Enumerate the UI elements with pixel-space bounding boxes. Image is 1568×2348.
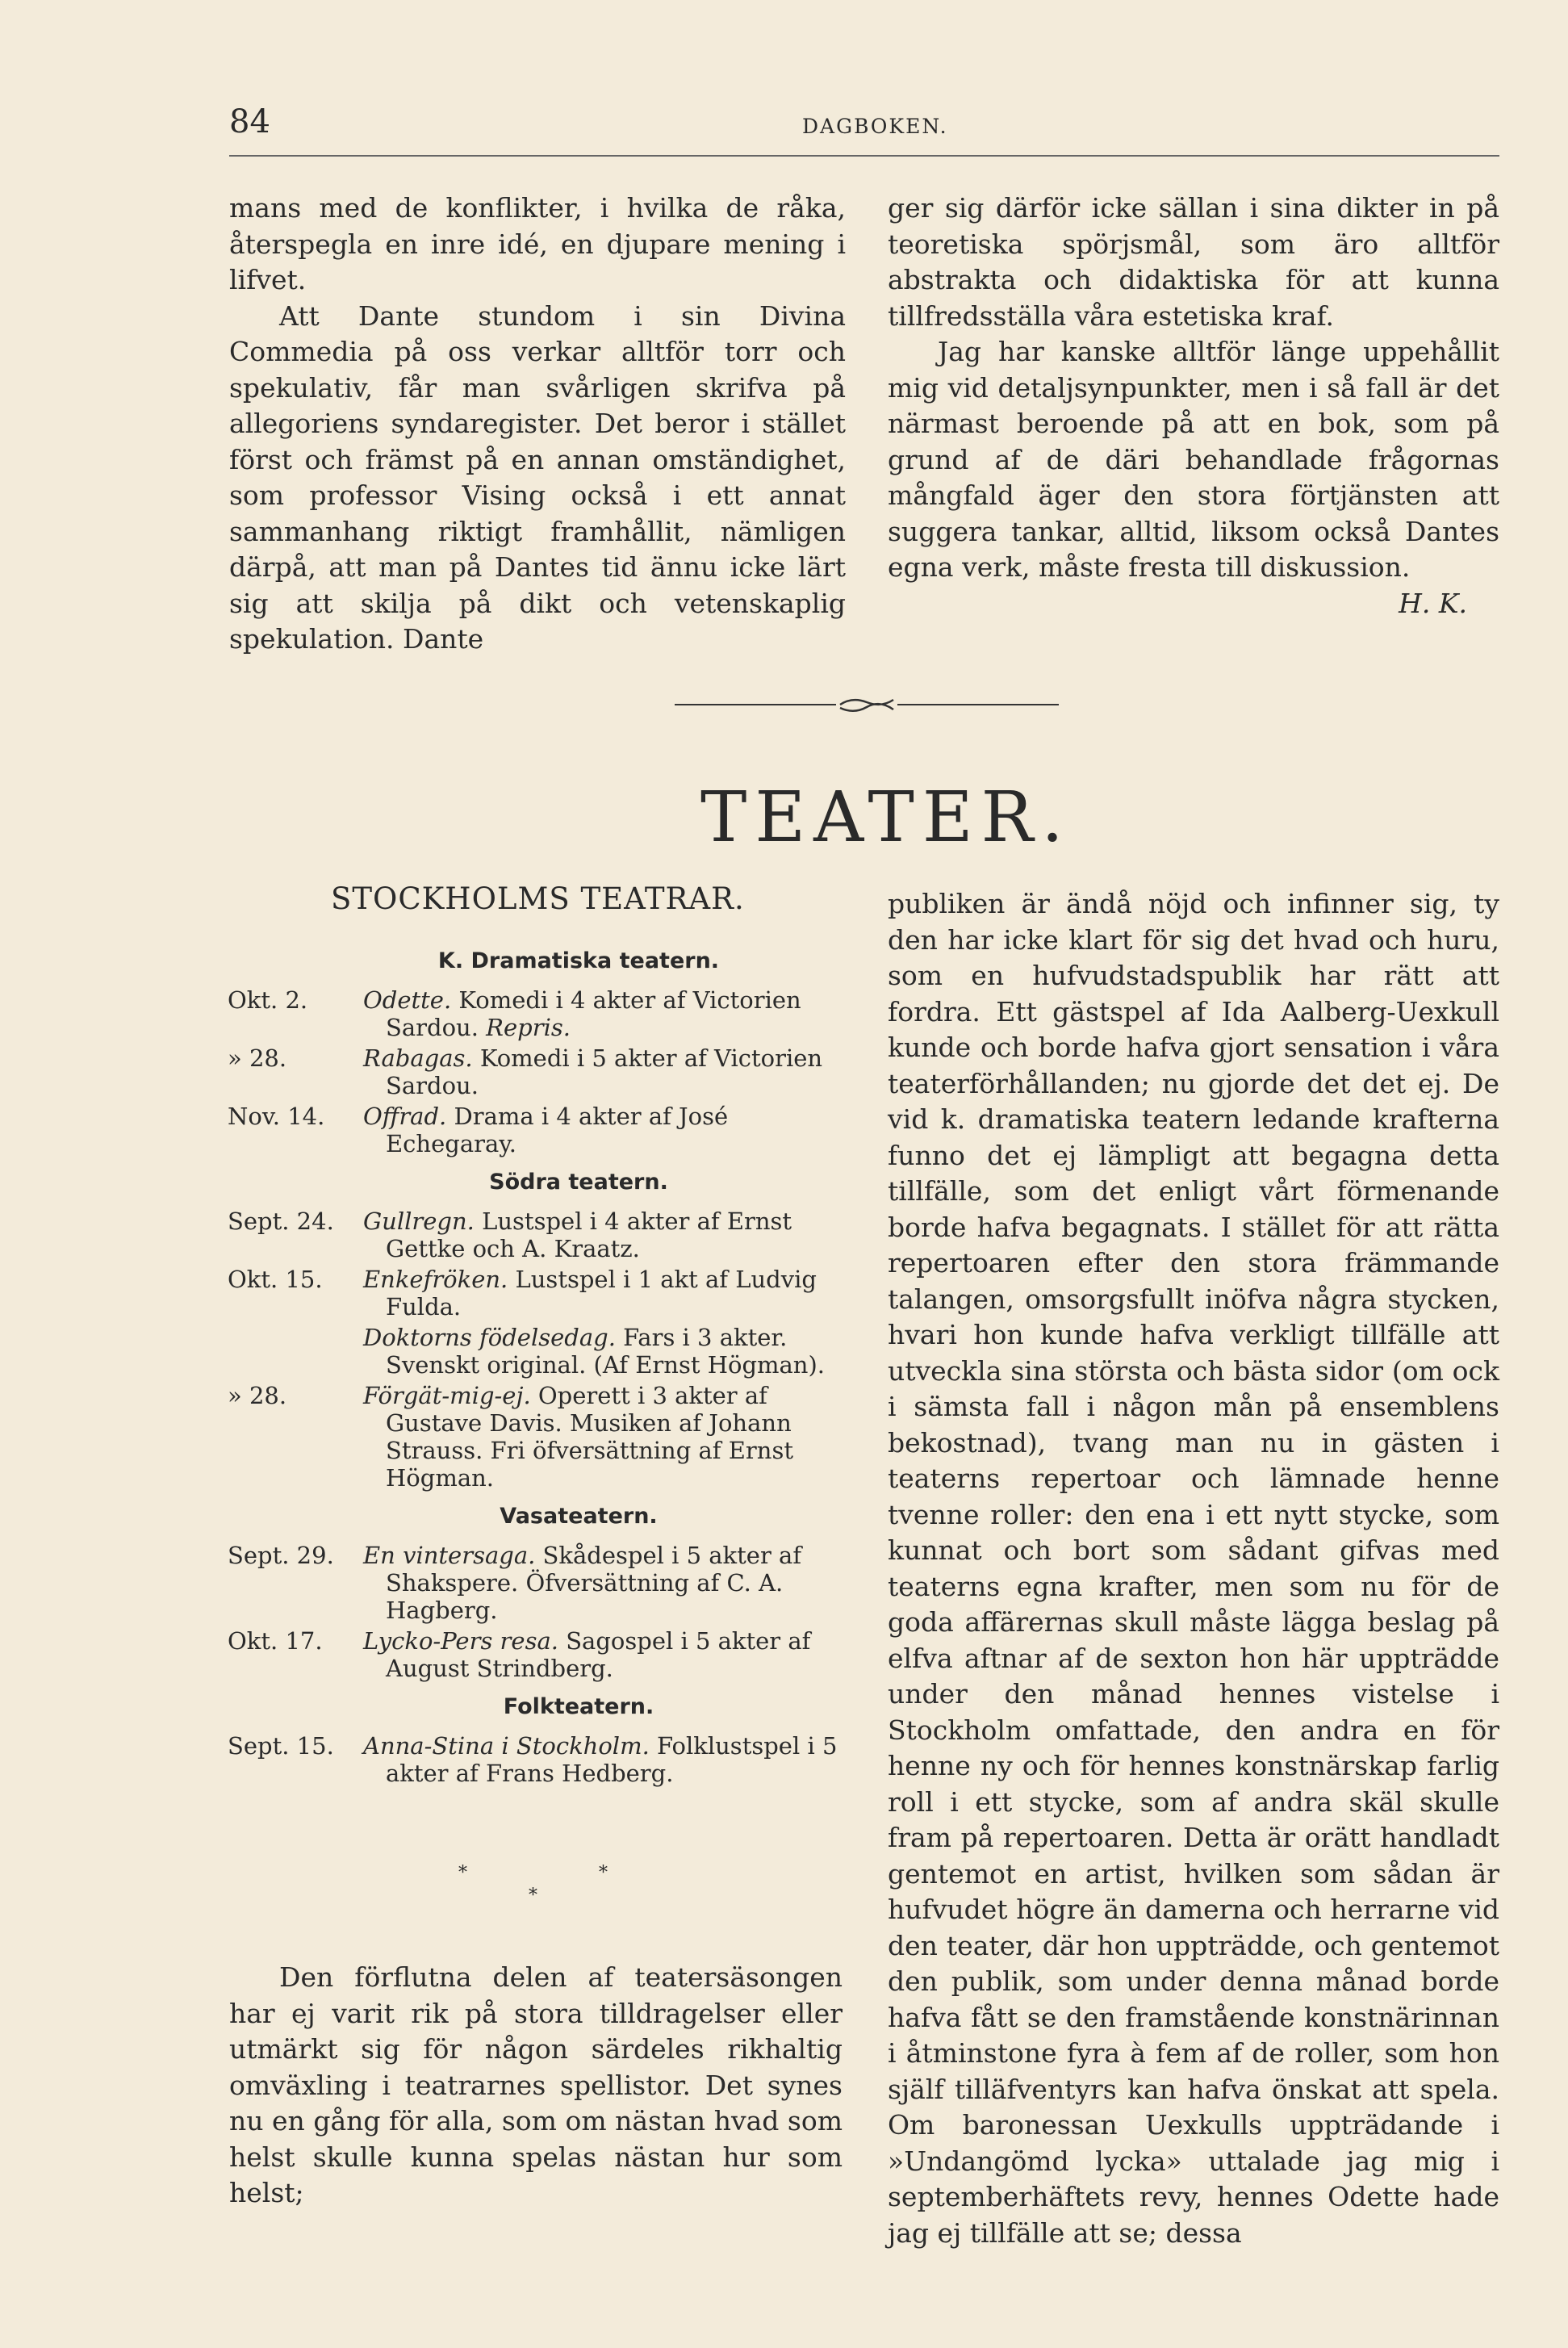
listing-entry <box>228 986 849 1041</box>
entry-date: Sept. 24. <box>228 1207 334 1235</box>
theatre-name: Södra teatern. <box>489 1170 668 1195</box>
paragraph: Den förflutna delen af teatersäsongen har ej varit rik på stora tilldragelser eller utmärkt sig för någon särdeles rikhaltig omväxling i teatrarnes spellistor. Det synes nu en gång för alla, som om nästan hvad som helst skulle kunna spelas nästan hur som helst; <box>229 1961 843 2208</box>
star: * <box>458 1863 467 1883</box>
play-title: En vintersaga. <box>363 1542 536 1569</box>
listing-entry <box>228 1103 849 1157</box>
play-description: Lustspel i 4 akter af Ernst Gettke och A. Kraatz. <box>386 1207 792 1262</box>
listing-entry <box>228 1542 849 1624</box>
play-title: Enkefröken. <box>363 1266 508 1293</box>
play-description: Lustspel i 1 akt af Ludvig Fulda. <box>386 1266 817 1320</box>
signature: H. K. <box>1399 587 1467 619</box>
listing-entry <box>228 1207 849 1262</box>
play-description: Operett i 3 akter af Gustave Davis. Musiken af Johann Strauss. Fri öfversättning af Ernst Högman. <box>386 1382 794 1492</box>
listing-entry <box>228 1627 849 1682</box>
paragraph: Att Dante stundom i sin Divina Commedia på oss verkar alltför torr och spekulativ, får man svårligen skrifva på allegoriens syndaregister. Det beror i stället först och främst på en annan omständighet, som professor Vising också i ett annat sammanhang riktigt framhållit, nämligen därpå, att man på Dantes tid ännu icke lärt sig att skilja på dikt och vetenskaplig spekulation. Dante <box>229 299 846 655</box>
theatre-listing <box>228 936 849 1790</box>
entry-text <box>363 1542 849 1624</box>
paragraph: Jag har kanske alltför länge uppehållit mig vid detaljsynpunkter, men i så fall är det närmast beroende på att en bok, som på grund af de däri behandlade frågornas mångfald äger den stora förtjänsten att suggera tankar, alltid, liksom också Dantes egna verk, måste fresta till diskussion. <box>888 336 1499 583</box>
top-left-column <box>229 190 846 658</box>
paragraph: publiken är ändå nöjd och infinner sig, ty den har icke klart för sig det hvad och huru, som en hufvudstadspublik har rätt att fordra. Ett gästspel af Ida Aalberg-Uexkull kunde och borde hafva gjort sensation i våra teaterförhållanden; nu gjorde det det ej. De vid k. dramatiska teatern ledande krafterna funno det ej lämpligt att begagna detta tillfälle, som det enligt vårt förmenande borde hafva begagnats. I stället för att rätta repertoaren efter den stora främmande talangen, omsorgsfullt inöfva några stycken, hvari hon kunde hafva verkligt tillfälle att utveckla sina största och bästa sidor (om ock i sämsta fall i någon mån på ensemblens bekostnad), tvang man nu in gästen i teaterns repertoar och lämnade henne tvenne roller: den ena i ett nytt stycke, som kunnat och bort som sådant gifvas med teaterns egna krafter, men som nu för de goda affärernas skull måste lägga beslag på elfva aftnar af de sexton hon här uppträdde under den månad hennes vistelse i Stockholm omfattade, den andra en för henne ny och för hennes konstnärskap farlig roll i ett stycke, som af andra skäl skulle fram på repertoaren. Detta är orätt handladt gentemot en artist, hvilken som sådan är hufvudet högre än damerna och herrarne vid den teater, där hon uppträdde, och gentemot den publik, som under denna månad borde hafva fått se den framstående konstnärinnan i åtminstone fyra à fem af de roller, som hon själf tilläfventyrs kan hafva önskat att spela. Om baronessan Uexkulls uppträdande i »Undangömd lycka» uttalade jag mig i septemberhäftets revy, hennes Odette hade jag ej tillfälle att se; dessa <box>888 888 1499 2249</box>
listing-entry <box>228 1382 849 1492</box>
entry-text <box>363 1324 849 1379</box>
theatre-name: K. Dramatiska teatern. <box>437 948 720 973</box>
entry-date: Sept. 15. <box>228 1732 334 1760</box>
entry-date: Okt. 2. <box>228 986 308 1014</box>
play-title: Doktorns födelsedag. <box>363 1324 616 1351</box>
play-title: Rabagas. <box>363 1044 473 1072</box>
running-head: DAGBOKEN. <box>802 115 948 138</box>
entry-text <box>363 1103 849 1157</box>
play-title: Offrad. <box>363 1103 447 1130</box>
listing-title: STOCKHOLMS TEATRAR. <box>331 881 745 916</box>
play-title: Gullregn. <box>363 1207 475 1235</box>
entry-date: Nov. 14. <box>228 1103 325 1130</box>
play-description: Drama i 4 akter af José Echegaray. <box>386 1103 729 1157</box>
listing-entry <box>228 1324 849 1379</box>
bottom-left-column <box>229 1960 843 2212</box>
top-right-column <box>888 190 1499 622</box>
play-title: Anna-Stina i Stockholm. <box>363 1732 650 1760</box>
entry-date: Sept. 29. <box>228 1542 334 1569</box>
header-rule <box>229 155 1499 157</box>
play-description: Komedi i 5 akter af Victorien Sardou. <box>386 1044 823 1099</box>
entry-date: Okt. 17. <box>228 1627 323 1655</box>
section-stars <box>452 1863 613 1919</box>
entry-text <box>363 1044 849 1099</box>
play-description: Skådespel i 5 akter af Shakspere. Öfversättning af C. A. Hagberg. <box>386 1542 802 1624</box>
play-description: Komedi i 4 akter af Victorien Sardou. <box>386 986 801 1041</box>
play-description: Folklustspel i 5 akter af Frans Hedberg. <box>386 1732 838 1787</box>
entry-date <box>228 1324 363 1379</box>
entry-date: » 28. <box>228 1044 287 1072</box>
entry-text <box>363 1266 849 1320</box>
entry-text <box>363 1207 849 1262</box>
listing-entry <box>228 1044 849 1099</box>
play-description: Fars i 3 akter. Svenskt original. (Af Ernst Högman). <box>386 1324 826 1379</box>
paragraph: mans med de konflikter, i hvilka de råka, återspegla en inre idé, en djupare mening i lifvet. <box>229 192 846 295</box>
section-ornament <box>675 693 1059 717</box>
entry-text <box>363 1627 849 1682</box>
theatre-name: Folkteatern. <box>503 1694 654 1719</box>
play-note: Repris. <box>486 1014 571 1041</box>
paragraph: ger sig därför icke sällan i sina dikter in på teoretiska spörjsmål, som äro alltför abstrakta och didaktiska för att kunna tillfredsställa våra estetiska kraf. <box>888 192 1499 332</box>
play-description: Sagospel i 5 akter af August Strindberg. <box>386 1627 811 1682</box>
star: * <box>599 1863 608 1883</box>
play-title: Förgät-mig-ej. <box>363 1382 531 1409</box>
listing-entry <box>228 1266 849 1320</box>
entry-date: Okt. 15. <box>228 1266 323 1293</box>
play-title: Lycko-Pers resa. <box>363 1627 558 1655</box>
entry-date: » 28. <box>228 1382 287 1409</box>
play-title: Odette. <box>363 986 452 1014</box>
entry-text <box>363 1732 849 1787</box>
section-title: TEATER. <box>700 777 1072 858</box>
star: * <box>529 1886 537 1906</box>
bottom-right-column <box>888 886 1499 2251</box>
page-number: 84 <box>229 103 270 140</box>
entry-text <box>363 1382 849 1492</box>
theatre-name: Vasateatern. <box>500 1504 658 1529</box>
listing-entry <box>228 1732 849 1787</box>
entry-text <box>363 986 849 1041</box>
